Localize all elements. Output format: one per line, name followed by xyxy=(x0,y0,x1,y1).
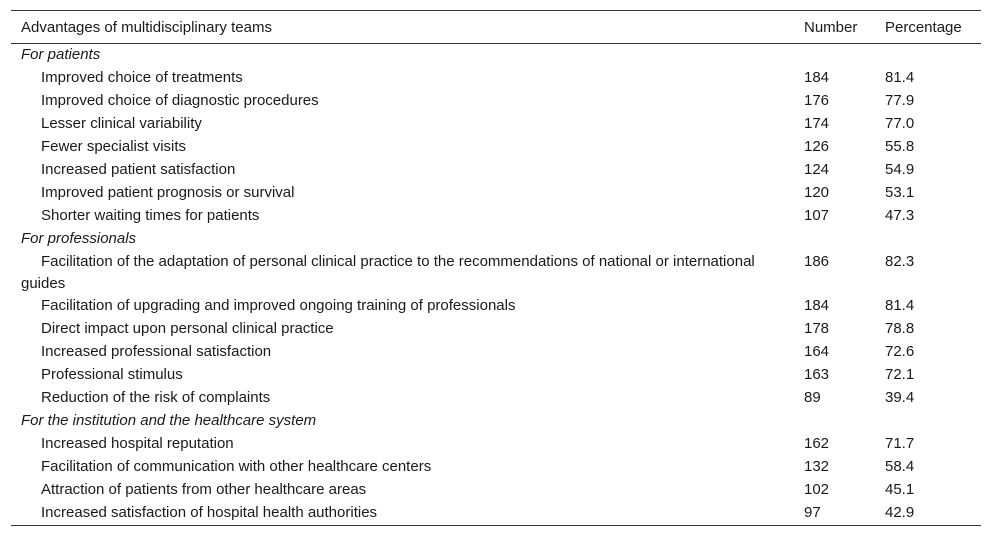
percentage-cell: 53.1 xyxy=(885,184,915,201)
advantage-label: Increased professional satisfaction xyxy=(41,343,272,360)
advantage-label: Increased satisfaction of hospital health authorities xyxy=(41,504,378,521)
table-row xyxy=(11,90,981,113)
table-row xyxy=(11,433,981,456)
percentage-cell: 47.3 xyxy=(885,207,915,224)
header-advantages: Advantages of multidisciplinary teams xyxy=(21,18,272,36)
number-cell: 132 xyxy=(804,458,830,475)
number-cell: 89 xyxy=(804,389,821,406)
number-cell: 107 xyxy=(804,207,830,224)
table-row xyxy=(11,205,981,228)
group-title: For patients xyxy=(21,46,101,63)
advantages-table xyxy=(11,10,981,526)
percentage-cell: 77.9 xyxy=(885,92,915,109)
header-percentage: Percentage xyxy=(885,18,962,36)
number-cell: 184 xyxy=(804,69,830,86)
number-cell: 120 xyxy=(804,184,830,201)
percentage-cell: 55.8 xyxy=(885,138,915,155)
percentage-cell: 72.1 xyxy=(885,366,915,383)
table-row xyxy=(11,251,981,295)
number-cell: 102 xyxy=(804,481,830,498)
percentage-cell: 39.4 xyxy=(885,389,915,406)
percentage-cell: 42.9 xyxy=(885,504,915,521)
advantage-label: Increased hospital reputation xyxy=(41,435,234,452)
table-row xyxy=(11,295,981,318)
advantage-label: Reduction of the risk of complaints xyxy=(41,389,271,406)
table-row xyxy=(11,479,981,502)
number-cell: 126 xyxy=(804,138,830,155)
advantage-label: Shorter waiting times for patients xyxy=(41,207,260,224)
header-number: Number xyxy=(804,18,858,36)
number-cell: 97 xyxy=(804,504,821,521)
group-row xyxy=(11,44,981,68)
number-cell: 176 xyxy=(804,92,830,109)
number-cell: 164 xyxy=(804,343,830,360)
group-row xyxy=(11,410,981,433)
advantage-label: Improved choice of treatments xyxy=(41,69,243,86)
advantage-label: Improved choice of diagnostic procedures xyxy=(41,92,319,109)
advantage-label: Improved patient prognosis or survival xyxy=(41,184,295,201)
table-row xyxy=(11,502,981,526)
advantage-label: Attraction of patients from other healthcare areas xyxy=(41,481,367,498)
percentage-cell: 58.4 xyxy=(885,458,915,475)
table-row xyxy=(11,136,981,159)
number-cell: 174 xyxy=(804,115,830,132)
advantage-label: Facilitation of the adaptation of personal clinical practice to the recommendations of national or international guides xyxy=(21,253,755,292)
percentage-cell: 54.9 xyxy=(885,161,915,178)
table-row xyxy=(11,159,981,182)
advantage-label: Direct impact upon personal clinical practice xyxy=(41,320,334,337)
table-row xyxy=(11,113,981,136)
advantage-label: Increased patient satisfaction xyxy=(41,161,236,178)
advantage-label: Facilitation of upgrading and improved ongoing training of professionals xyxy=(41,297,516,314)
advantage-label: Fewer specialist visits xyxy=(41,138,187,155)
table-row xyxy=(11,456,981,479)
percentage-cell: 81.4 xyxy=(885,69,915,86)
table-row xyxy=(11,341,981,364)
table-row xyxy=(11,67,981,90)
group-title: For professionals xyxy=(21,230,137,247)
header-row xyxy=(11,11,981,44)
table-header xyxy=(11,11,981,44)
number-cell: 184 xyxy=(804,297,830,314)
number-cell: 163 xyxy=(804,366,830,383)
table-row xyxy=(11,387,981,410)
table-body xyxy=(11,44,981,526)
table-row xyxy=(11,364,981,387)
percentage-cell: 72.6 xyxy=(885,343,915,360)
percentage-cell: 81.4 xyxy=(885,297,915,314)
number-cell: 178 xyxy=(804,320,830,337)
percentage-cell: 71.7 xyxy=(885,435,915,452)
percentage-cell: 82.3 xyxy=(885,253,915,270)
advantage-label: Professional stimulus xyxy=(41,366,183,383)
table-row xyxy=(11,182,981,205)
number-cell: 186 xyxy=(804,253,830,270)
number-cell: 162 xyxy=(804,435,830,452)
percentage-cell: 77.0 xyxy=(885,115,915,132)
group-title: For the institution and the healthcare system xyxy=(21,412,317,429)
percentage-cell: 45.1 xyxy=(885,481,915,498)
number-cell: 124 xyxy=(804,161,830,178)
percentage-cell: 78.8 xyxy=(885,320,915,337)
advantage-label: Lesser clinical variability xyxy=(41,115,202,132)
table-row xyxy=(11,318,981,341)
group-row xyxy=(11,228,981,251)
advantage-label: Facilitation of communication with other healthcare centers xyxy=(41,458,432,475)
